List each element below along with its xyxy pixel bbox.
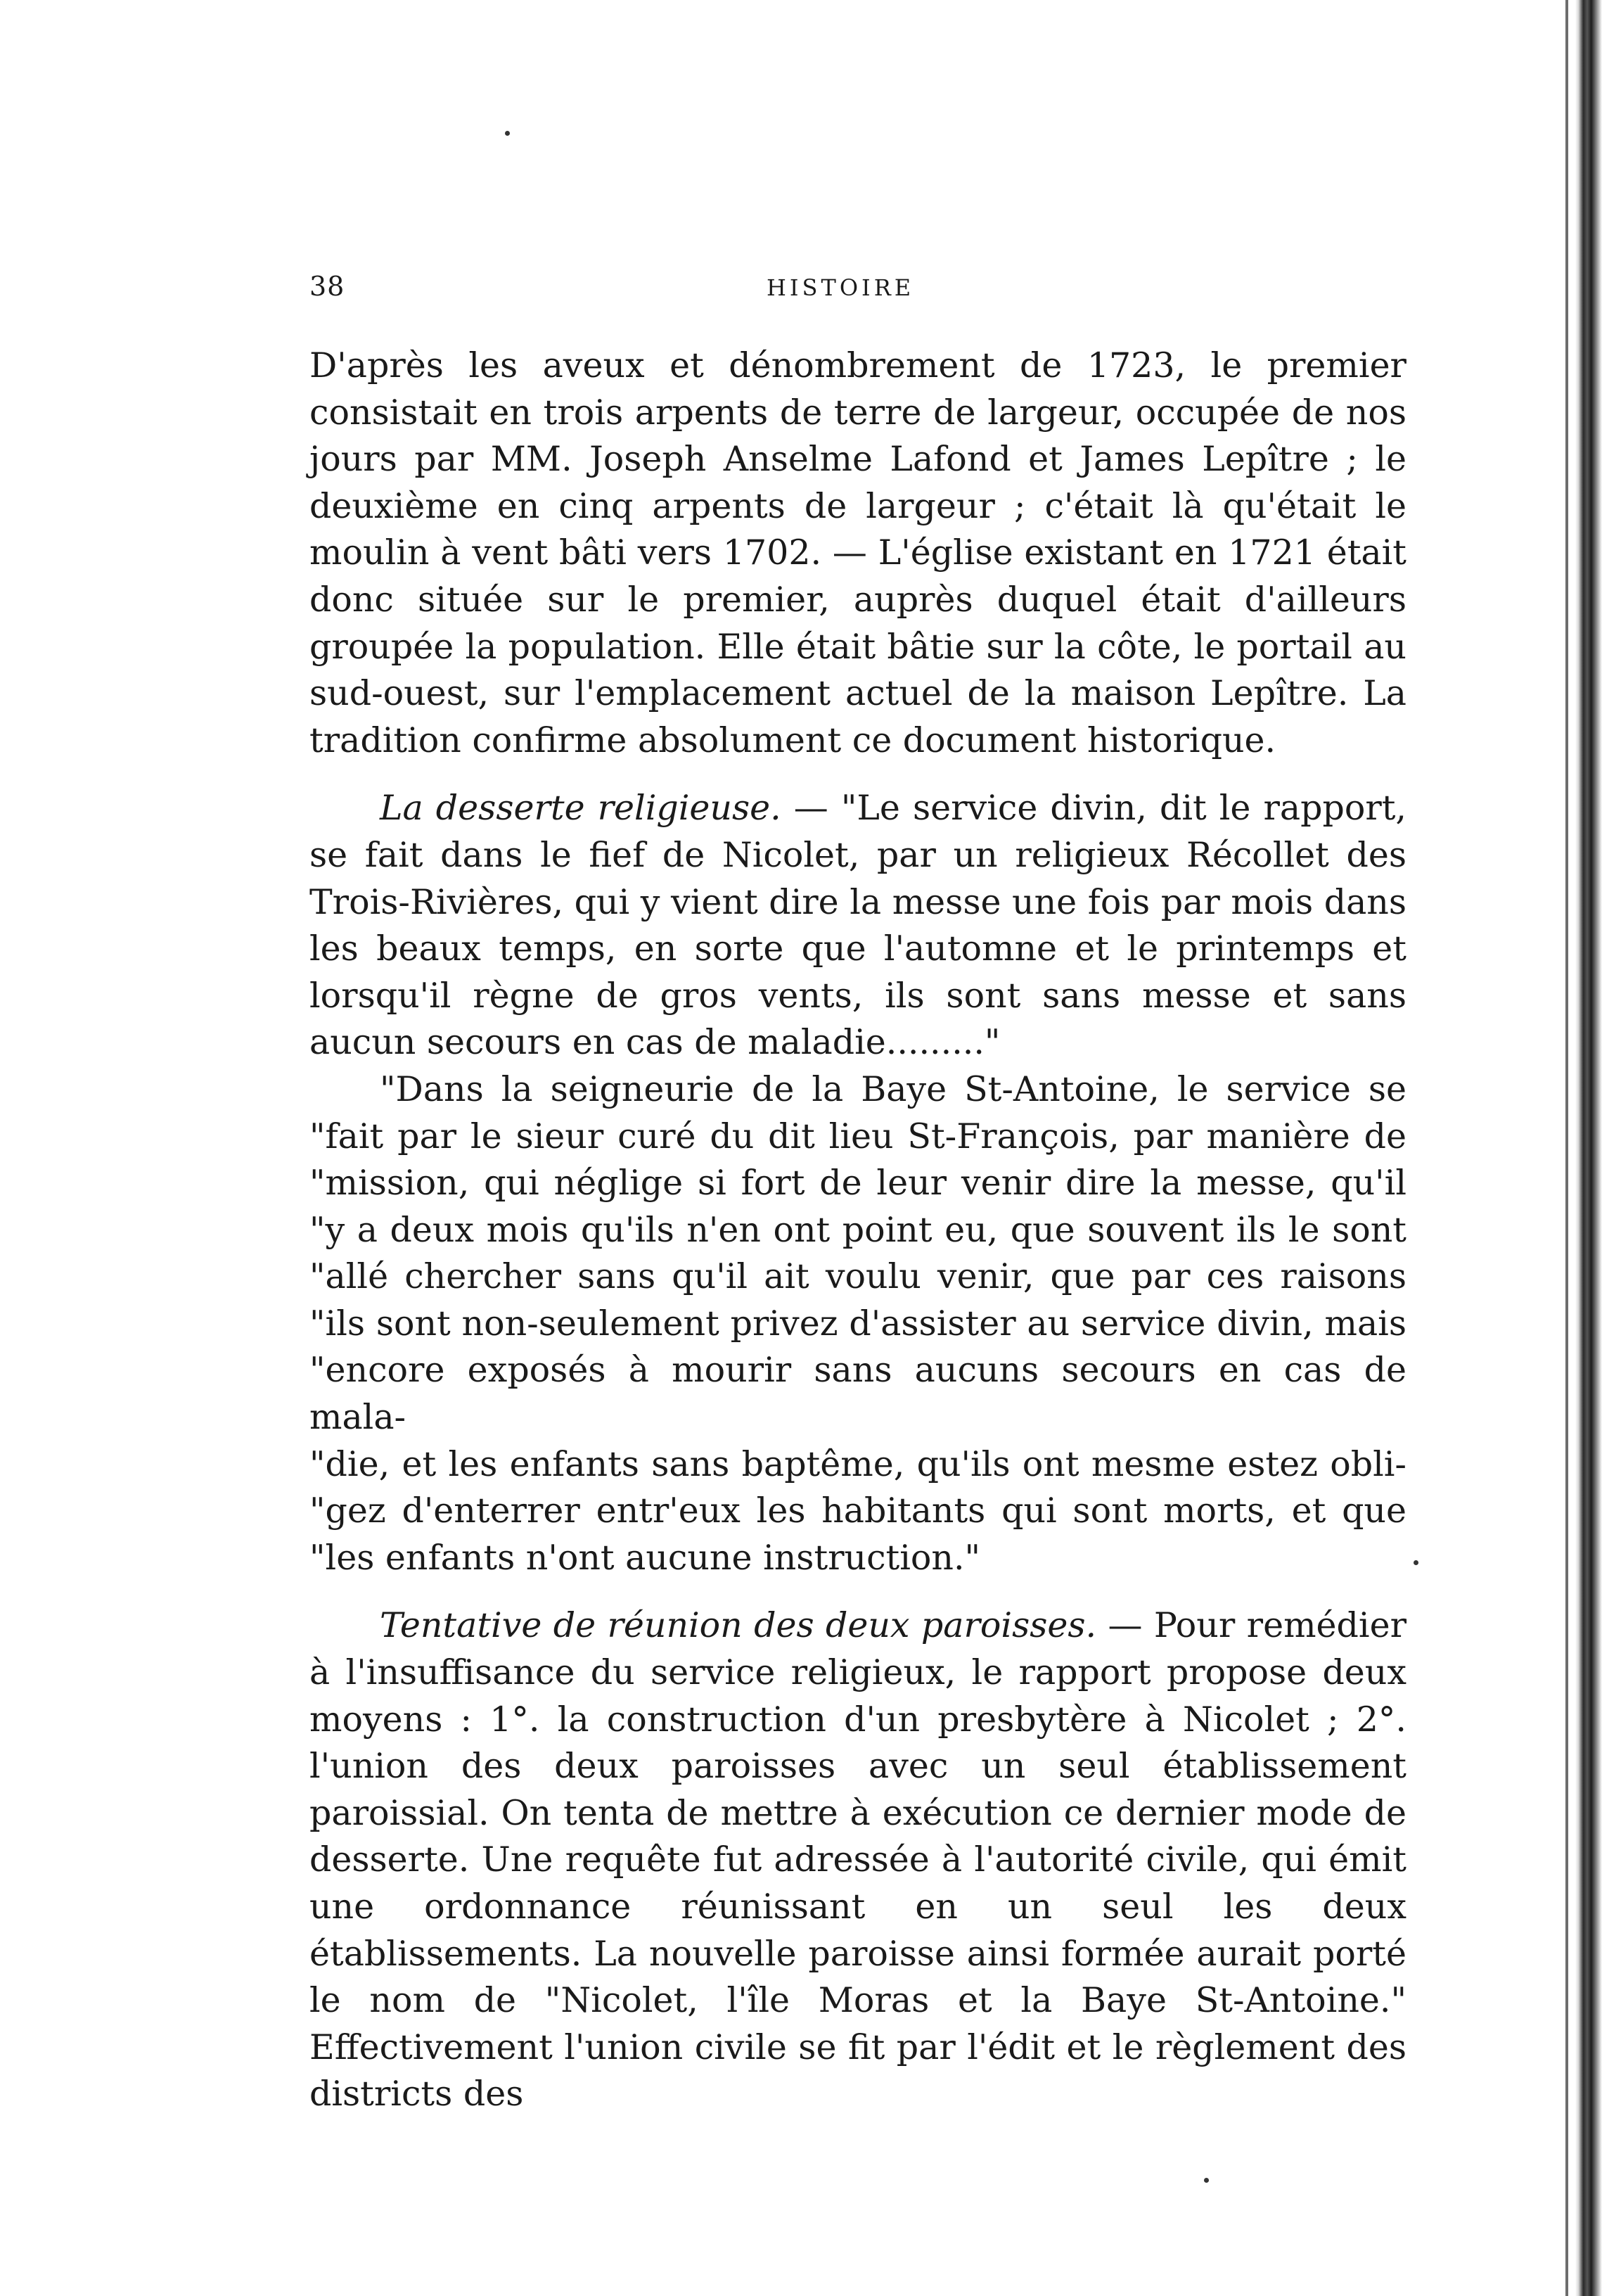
section-heading-reunion: Tentative de réunion des deux paroisses. (380, 1605, 1097, 1646)
paper-speck (1204, 2178, 1209, 2183)
quote-line: "encore exposés à mourir sans aucuns secours en cas de mala- (309, 1350, 1406, 1438)
body-text (309, 343, 1406, 2118)
binding-edge (1575, 0, 1602, 2296)
paragraph-aveux: D'après les aveux et dénombrement de 1723, le premier consistait en trois arpents de terre de largeur, occupée de nos jours par MM. Joseph Anselme Lafond et James Lepître ; le deuxième en cinq arpents de largeur ; c'était là qu'était le moulin à vent bâti vers 1702. — L'église existant en 1721 était donc située sur le premier, auprès duquel était d'ailleurs groupée la population. Elle était bâtie sur la côte, le portail au sud-ouest, sur l'emplacement actuel de la maison Lepître. La tradition confirme absolument ce document historique. (309, 345, 1406, 760)
paper-speck (505, 131, 510, 136)
paragraph-reunion-body: — Pour remédier à l'insuffisance du service religieux, le rapport propose deux moyens : 1°. la construction d'un presbytère à Nicolet ; 2°. l'union des deux paroisses avec un seul établissement paroissial. On tenta de mettre à exécution ce dernier mode de desserte. Une requête fut adressée à l'autorité civile, qui émit une ordonnance réunissant en un seul les deux établissements. La nouvelle paroisse ainsi formée aurait porté le nom de "Nicolet, l'île Moras et la Baye St-Antoine." Effectivement l'union civile se fit par l'édit et le règlement des districts des (309, 1605, 1406, 2115)
quote-line: "fait par le sieur curé du dit lieu St-François, par manière de (309, 1116, 1406, 1156)
binding-line (1565, 0, 1568, 2296)
quote-line: "y a deux mois qu'ils n'en ont point eu, que souvent ils le sont (309, 1209, 1406, 1250)
paragraph-desserte-body: — "Le service divin, dit le rapport, se fait dans le fief de Nicolet, par un religieux Récollet des Trois-Rivières, qui y vient dire la messe une fois par mois dans les beaux temps, en sorte que l'automne et le printemps et lorsqu'il règne de gros vents, ils sont sans messe et sans aucun secours en cas de maladie........." (309, 788, 1407, 1063)
paper-speck (1414, 1560, 1418, 1565)
paragraph-desserte (309, 785, 1406, 1066)
running-title: HISTOIRE (767, 274, 915, 301)
quote-line: "Dans la seigneurie de la Baye St-Antoine, le service se (380, 1069, 1406, 1109)
quote-line: "les enfants n'ont aucune instruction." (309, 1537, 981, 1578)
quote-line: "gez d'enterrer entr'eux les habitants qui sont morts, et que (309, 1491, 1406, 1531)
quote-line: "ils sont non-seulement privez d'assister au service divin, mais (309, 1303, 1406, 1344)
page-number: 38 (309, 271, 345, 302)
quote-line: "allé chercher sans qu'il ait voulu venir, que par ces raisons (309, 1256, 1406, 1297)
quote-line: "die, et les enfants sans baptême, qu'ils ont mesme estez obli- (309, 1443, 1406, 1484)
section-heading-desserte: La desserte religieuse. (380, 788, 781, 829)
paragraph-reunion (309, 1602, 1406, 2118)
quotation-baye-st-antoine (309, 1066, 1406, 1582)
quote-line: "mission, qui néglige si fort de leur venir dire la messe, qu'il (309, 1163, 1406, 1204)
